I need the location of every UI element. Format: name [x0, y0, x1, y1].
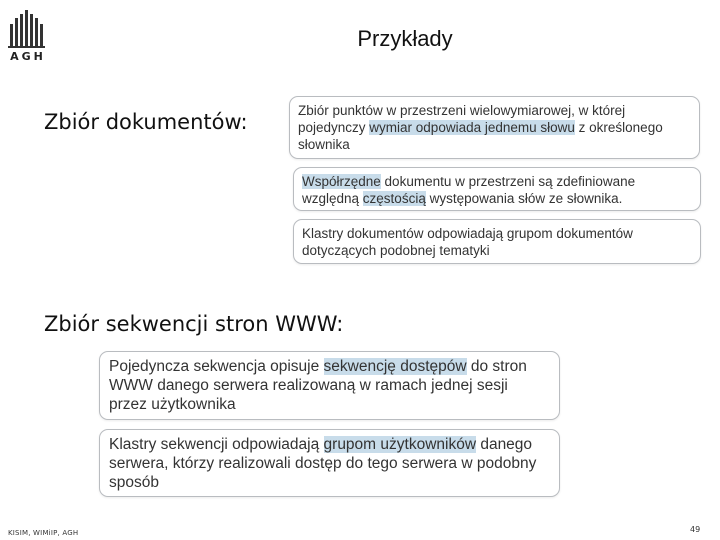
logo-text: AGH — [10, 50, 46, 63]
text-fragment: Pojedyncza sekwencja opisuje — [109, 358, 324, 375]
documents-box-2 — [293, 167, 701, 211]
highlight: wymiar odpowiada jednemu słowu — [369, 120, 575, 135]
text-fragment: występowania słów ze słownika. — [425, 191, 623, 206]
documents-box-3 — [293, 219, 701, 264]
section-label-documents: Zbiór dokumentów: — [44, 110, 248, 134]
highlight: częstością — [362, 191, 426, 206]
text-fragment: dokumentu w przestrzeni są zdefiniowane względną — [302, 174, 636, 206]
text-fragment: Klastry dokumentów odpowiadają grupom dokumentów dotyczących podobnej tematyki — [302, 226, 633, 258]
highlight: grupom użytkowników — [323, 436, 477, 453]
sequences-box-2 — [99, 429, 560, 497]
text-fragment: do stron WWW danego serwera realizowaną w ramach jednej sesji przez użytkownika — [109, 358, 527, 413]
section-label-sequences: Zbiór sekwencji stron WWW: — [44, 312, 344, 336]
text-fragment: Klastry sekwencji odpowiadają — [109, 436, 324, 453]
footer-affiliation: KISIM, WIMiIP, AGH — [8, 529, 79, 537]
text-fragment: z określonego słownika — [298, 120, 663, 152]
text-fragment: danego serwera, którzy realizowali dostęp do tego serwera w podobny sposób — [109, 436, 537, 491]
highlight: Współrzędne — [302, 174, 381, 189]
page-number: 49 — [690, 525, 701, 534]
sequences-box-1 — [99, 351, 560, 420]
documents-box-1 — [289, 96, 700, 159]
text-fragment: Zbiór punktów w przestrzeni wielowymiarowej, w której pojedynczy — [298, 103, 626, 135]
slide-title: Przykłady — [357, 26, 453, 51]
highlight: sekwencję dostępów — [323, 358, 467, 375]
